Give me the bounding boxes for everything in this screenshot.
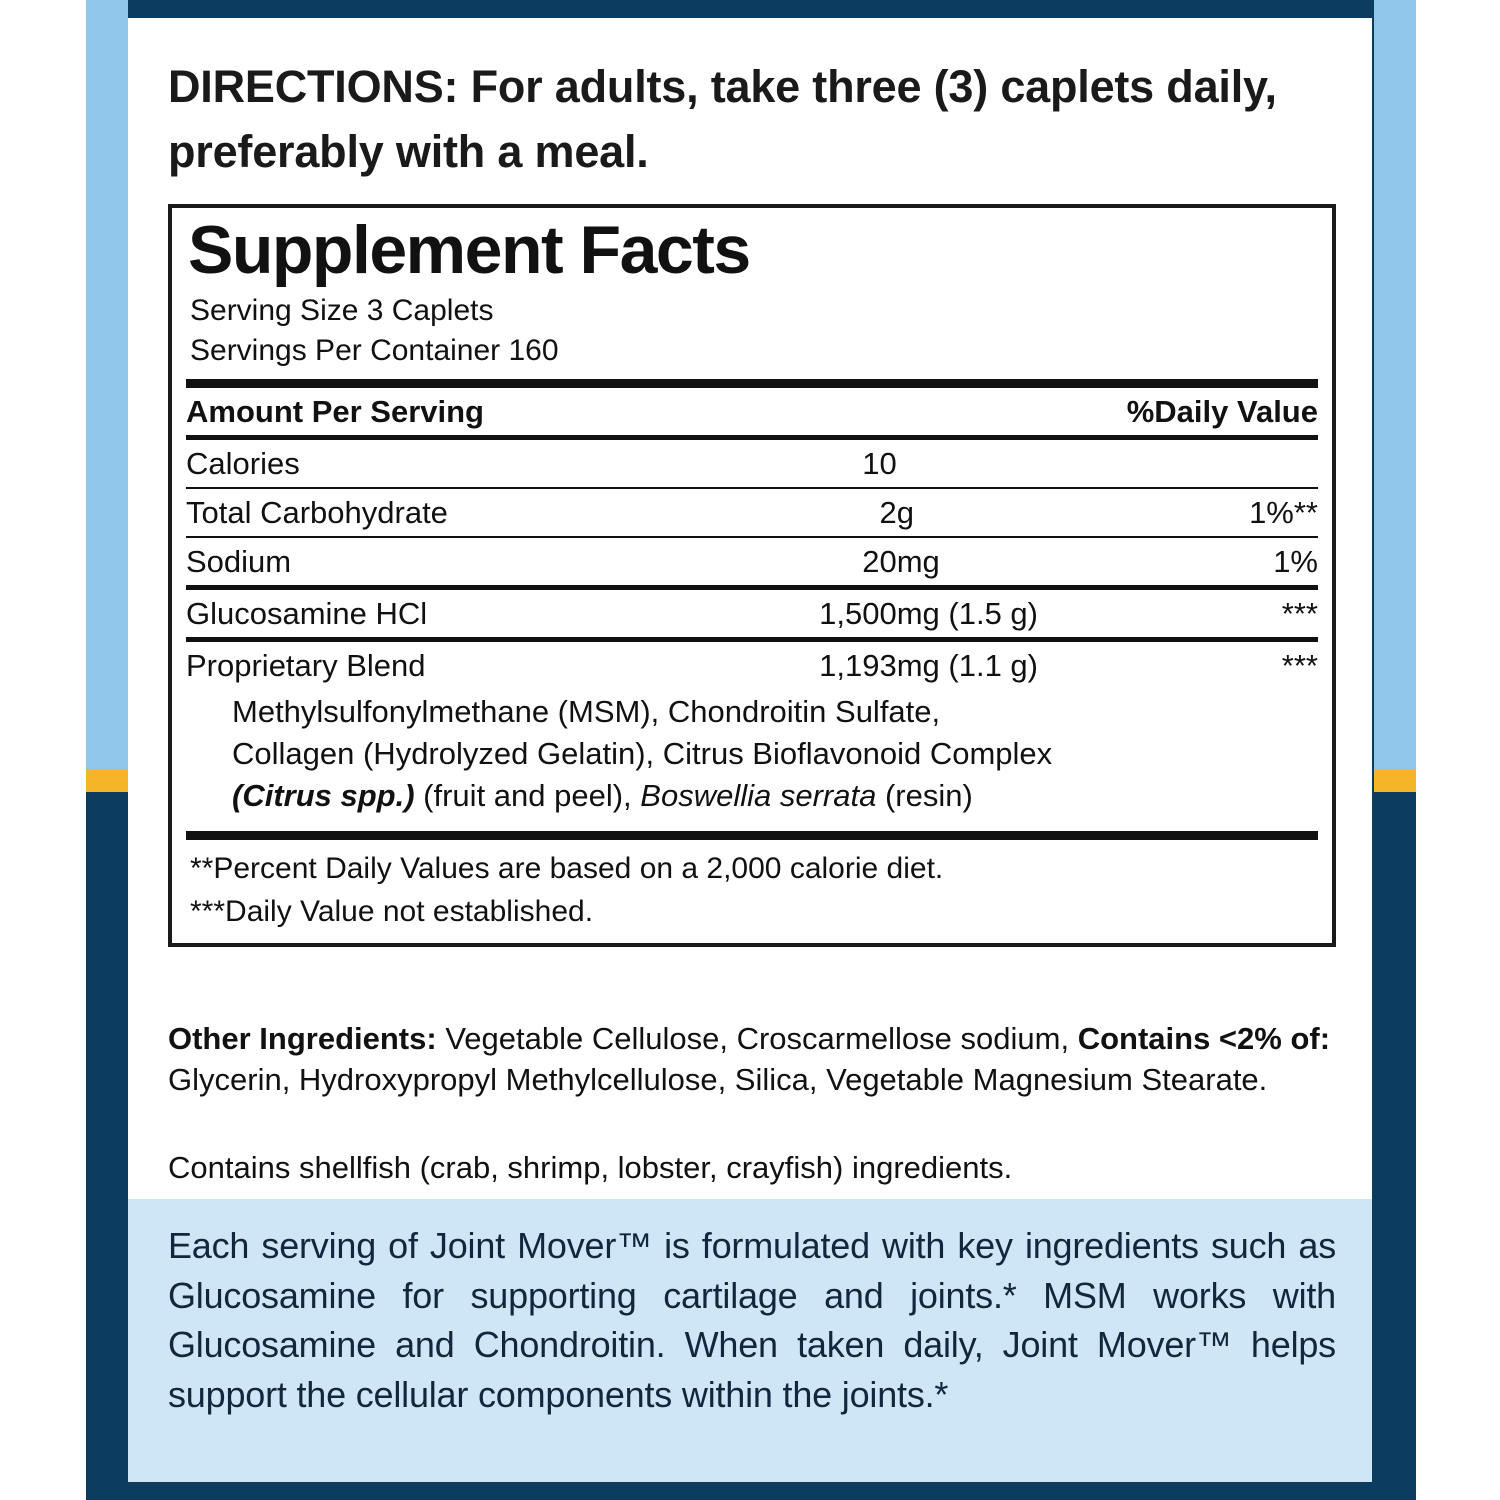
header-amount-per-serving: Amount Per Serving (186, 388, 897, 438)
blend-line-3-mid: (fruit and peel), (414, 777, 641, 813)
nutrient-daily-value: 1% (1127, 537, 1318, 588)
nutrition-table (186, 388, 1318, 689)
product-benefit-callout (128, 1199, 1372, 1482)
nutrient-daily-value: *** (1281, 647, 1318, 683)
table-row (186, 437, 1318, 488)
proprietary-blend-description (186, 689, 1318, 823)
footnote-dv-not-established: ***Daily Value not established. (190, 895, 594, 929)
contains-label: Contains <2% of: (1077, 1021, 1331, 1056)
nutrient-amount: 20 (687, 537, 897, 588)
blend-line-3-end: (resin) (876, 777, 973, 813)
table-header-row (186, 388, 1318, 438)
supplement-facts-box (168, 204, 1336, 947)
nutrient-unit: mg (897, 537, 1127, 588)
nutrient-amount: 1,500 (687, 587, 897, 639)
blend-line-2: Collagen (Hydrolyzed Gelatin), Citrus Bioflavonoid Complex (232, 735, 1053, 771)
frame-accent-left (86, 0, 128, 775)
frame-gold-accent-right (1374, 770, 1416, 792)
nutrient-unit (897, 437, 1127, 488)
frame-accent-right (1374, 0, 1416, 775)
nutrient-amount: 10 (687, 437, 897, 488)
nutrient-name: Calories (186, 437, 687, 488)
other-ingredients-list-1: Vegetable Cellulose, Croscarmellose sodium, (436, 1021, 1070, 1056)
nutrient-unit: g (897, 488, 1127, 537)
allergen-note: Contains shellfish (crab, shrimp, lobster, crayfish) ingredients. (168, 1150, 1013, 1185)
header-spacer (897, 388, 1127, 438)
directions-text: DIRECTIONS: For adults, take three (3) caplets daily, preferably with a meal. (168, 61, 1277, 178)
footnote-percent-dv: **Percent Daily Values are based on a 2,000 calorie diet. (190, 852, 944, 886)
header-daily-value: %Daily Value (1127, 388, 1318, 438)
nutrient-name: Sodium (186, 537, 687, 588)
blend-latin-name-boswellia: Boswellia serrata (640, 777, 877, 813)
other-ingredients-text (168, 1018, 1348, 1100)
nutrient-unit: mg (1.5 g) (897, 587, 1127, 639)
nutrient-daily-value: 1%** (1127, 488, 1318, 537)
blend-line-3 (232, 775, 1318, 817)
blend-line-1: Methylsulfonylmethane (MSM), Chondroitin Sulfate, (232, 693, 941, 729)
nutrient-daily-value (1127, 437, 1318, 488)
table-row (186, 639, 1318, 689)
table-row (186, 587, 1318, 639)
table-row (186, 537, 1318, 588)
nutrient-daily-value: *** (1127, 587, 1318, 639)
nutrient-name: Total Carbohydrate (186, 488, 687, 537)
blend-latin-name-citrus: (Citrus spp.) (232, 777, 415, 813)
divider-thick-top (186, 379, 1318, 388)
nutrient-amount: 2 (687, 488, 897, 537)
other-ingredients-list-2: Glycerin, Hydroxypropyl Methylcellulose, Silica, Vegetable Magnesium Stearate. (168, 1062, 1268, 1098)
nutrient-name: Proprietary Blend (186, 647, 426, 683)
table-row (186, 488, 1318, 537)
nutrient-name: Glucosamine HCl (186, 587, 687, 639)
frame-gold-accent-left (86, 770, 128, 792)
divider-thick-bottom (186, 831, 1318, 840)
callout-text: Each serving of Joint Mover™ is formulated with key ingredients such as Glucosamine for supporting cartilage and joints.* MSM works with Glucosamine and Chondroitin. When taken daily, Joint Mover™ helps support the cellular components within the joints.* (168, 1225, 1336, 1416)
nutrient-unit: mg (1.1 g) (896, 647, 1038, 683)
label-panel (128, 18, 1372, 1482)
servings-per-container: Servings Per Container 160 (190, 333, 559, 367)
nutrient-amount: 1,193 (819, 647, 897, 683)
other-ingredients-label: Other Ingredients: (168, 1021, 437, 1056)
supplement-facts-title: Supplement Facts (188, 212, 750, 288)
serving-size: Serving Size 3 Caplets (190, 294, 494, 328)
